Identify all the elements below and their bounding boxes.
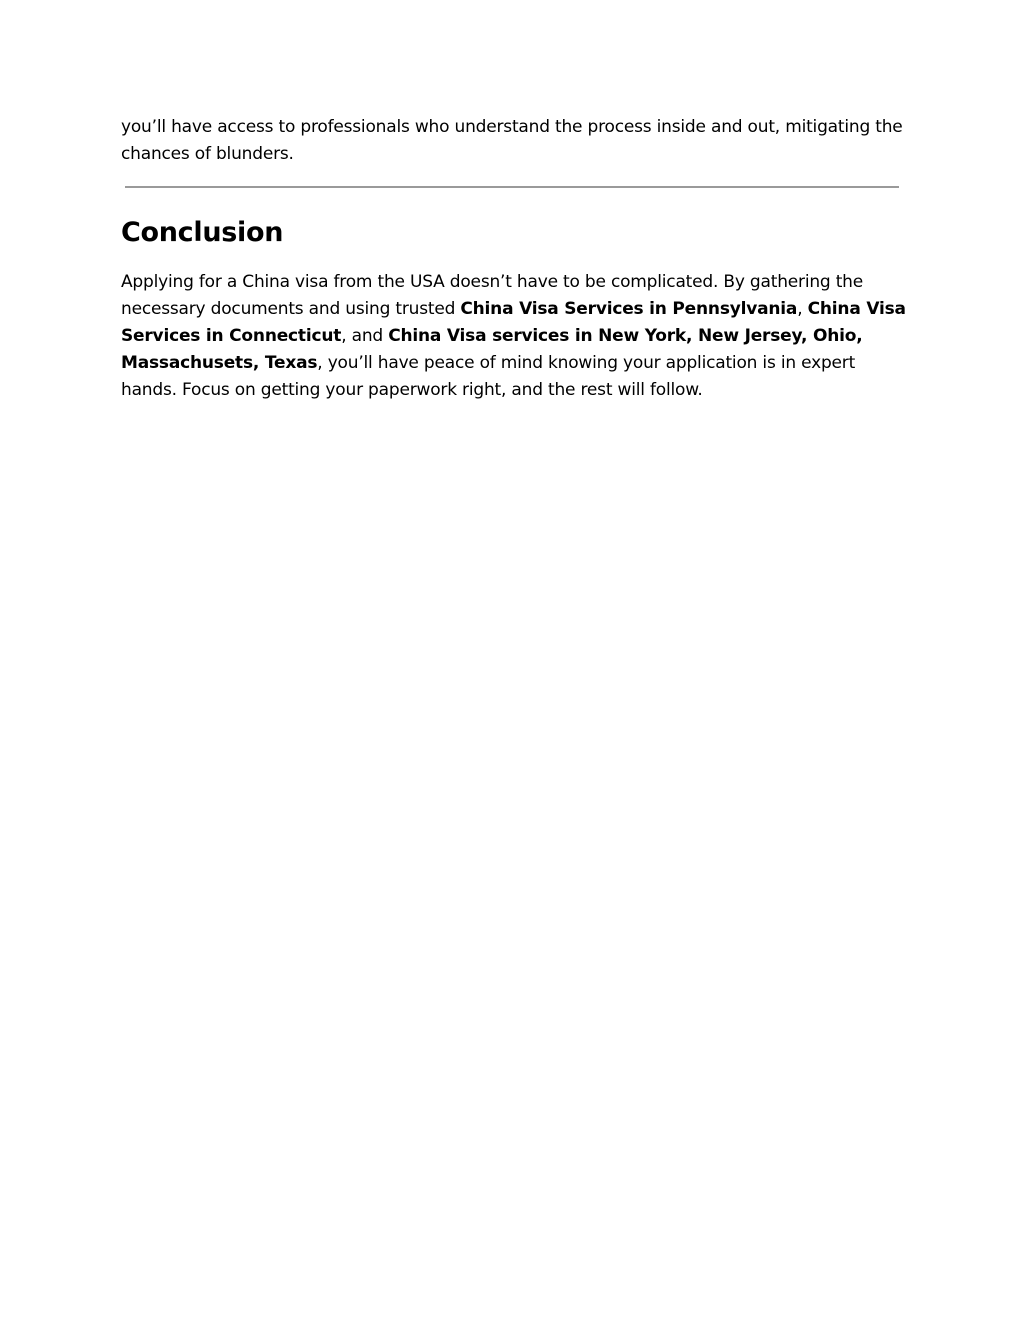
states-services-text: China Visa services in New York, New Jersey, Ohio, Massachusets, Texas	[121, 326, 863, 373]
intro-paragraph: you’ll have access to professionals who understand the process inside and out, mitigating the chances of blunders.	[121, 117, 903, 164]
conclusion-text-2: ,	[797, 299, 808, 319]
conclusion-text-1: Applying for a China visa from the USA doesn’t have to be complicated. By gathering the necessary documents and using trusted	[121, 272, 864, 319]
conclusion-heading: Conclusion	[121, 217, 284, 248]
section-divider	[125, 186, 899, 188]
connecticut-services-text: China Visa Services in Connecticut	[121, 299, 906, 346]
pennsylvania-services-text: China Visa Services in Pennsylvania	[460, 299, 798, 319]
conclusion-text-3: , and	[341, 326, 389, 346]
conclusion-text-4: , you’ll have peace of mind knowing your application is in expert hands. Focus on getting your paperwork right, and the rest will follow.	[121, 353, 856, 400]
conclusion-paragraph	[121, 269, 911, 404]
